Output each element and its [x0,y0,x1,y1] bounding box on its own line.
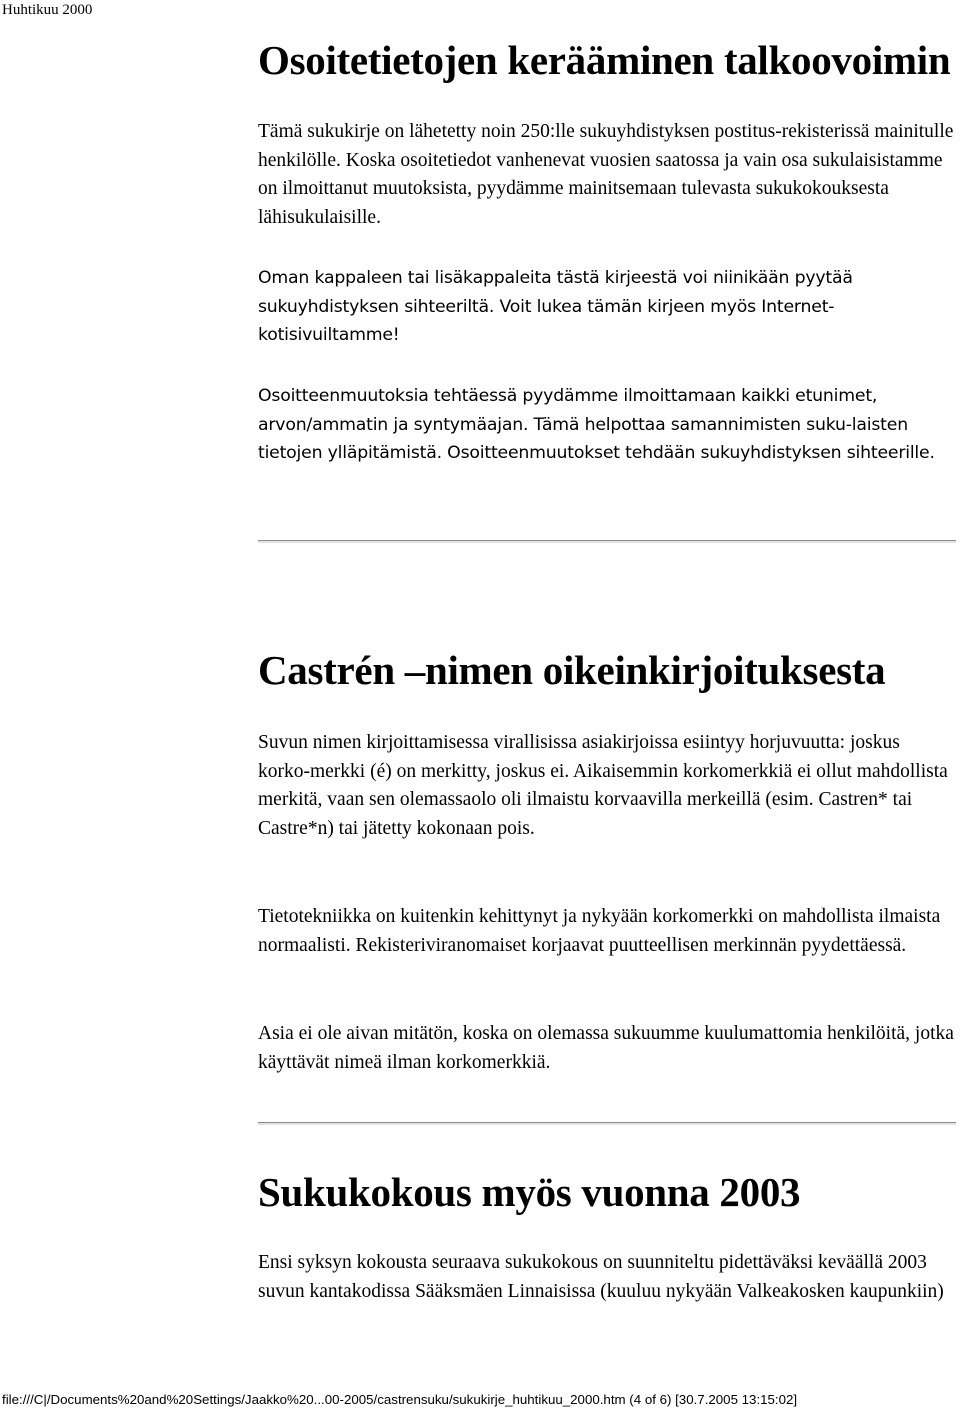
paragraph-address-changes: Osoitteenmuutoksia tehtäessä pyydämme ilmoittamaan kaikki etunimet, arvon/ammatin ja syntymäajan. Tämä helpottaa samannimisten suku-laisten tietojen ylläpitämistä. Osoitteenmuutokset tehdään sukuyhdistyksen sihteerille. [258,386,935,463]
section-heading-name-spelling: Castrén –nimen oikeinkirjoituksesta [258,647,886,693]
page-footer-url: file:///C|/Documents%20and%20Settings/Jaakko%20...00-2005/castrensuku/sukukirje_huhtikuu_2000.htm (4 of 6) [30.7.2005 13:15:02] [2,1392,798,1407]
section-divider [258,1122,956,1125]
paragraph-meeting-plan: Ensi syksyn kokousta seuraava sukukokous on suunniteltu pidettäväksi keväällä 2003 suvun kantakodissa Sääksmäen Linnaisissa (kuuluu nykyään Valkeakosken kaupunkiin) [258,1252,944,1302]
paragraph-name-variation: Suvun nimen kirjoittamisessa virallisissa asiakirjoissa esiintyy horjuvuutta: joskus korko-merkki (é) on merkitty, joskus ei. Aikaisemmin korkomerkkiä ei ollut mahdollista merkitä, vaan sen olemassaolo oli ilmaistu korvaavilla merkeillä (esim. Castren* tai Castre*n) tai jätetty kokonaan pois. [258,732,948,839]
paragraph-technology: Tietotekniikka on kuitenkin kehittynyt ja nykyään korkomerkki on mahdollista ilmaista normaalisti. Rekisteriviranomaiset korjaavat puutteellisen merkinnän pyydettäessä. [258,906,941,956]
paragraph-mailing-list: Tämä sukukirje on lähetetty noin 250:lle sukuyhdistyksen postitus-rekisterissä mainitulle henkilölle. Koska osoitetiedot vanhenevat vuosien saatossa ja vain osa sukulaisistamme on ilmoittanut muutoksista, pyydämme mainitsemaan tulevasta sukukokouksesta lähisukulaisille. [258,121,954,228]
section-divider [258,540,956,543]
section-heading-meeting-2003: Sukukokous myös vuonna 2003 [258,1169,801,1215]
paragraph-extra-copies: Oman kappaleen tai lisäkappaleita tästä kirjeestä voi niinikään pyytää sukuyhdistyksen sihteeriltä. Voit lukea tämän kirjeen myös Internet-kotisivuiltamme! [258,268,853,345]
paragraph-name-usage: Asia ei ole aivan mitätön, koska on olemassa sukuumme kuulumattomia henkilöitä, jotka käyttävät nimeä ilman korkomerkkiä. [258,1023,954,1073]
page-header-title: Huhtikuu 2000 [2,2,93,18]
section-heading-address-collection: Osoitetietojen kerääminen talkoovoimin [258,37,951,83]
